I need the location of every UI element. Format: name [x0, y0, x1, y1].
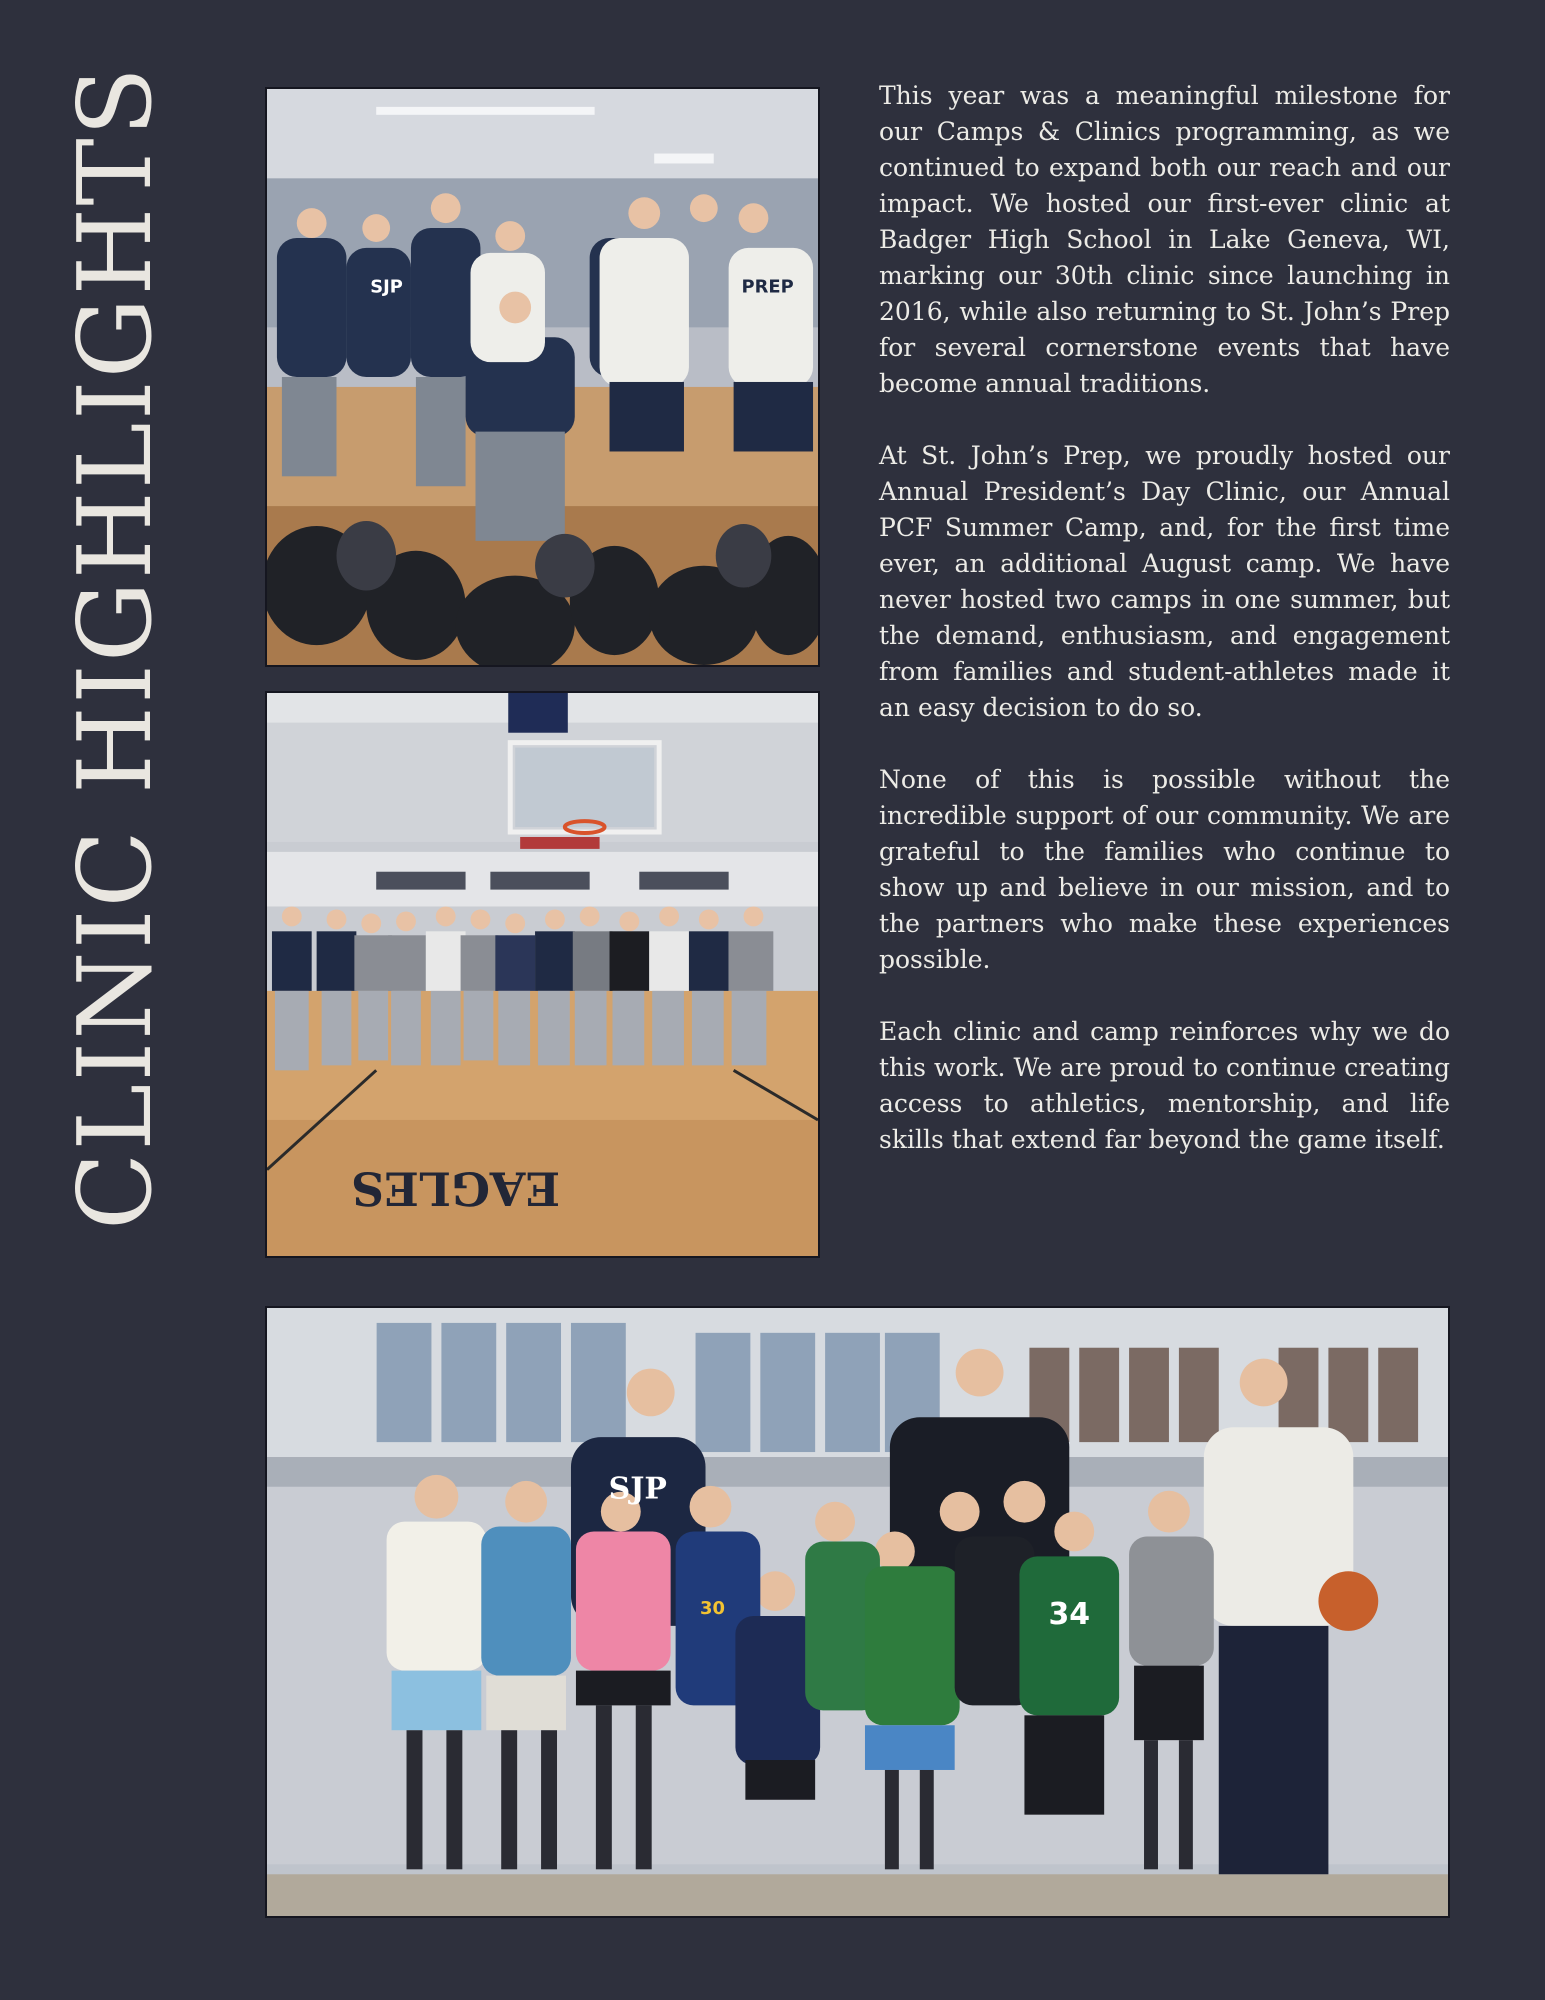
photo-3-jersey-a: 34 [1048, 1596, 1091, 1632]
paragraph-milestone: This year was a meaningful milestone for our Camps & Clinics programming, as we continued to expand both our reach and our impact. We hosted our first-ever clinic at Badger High School in Lake Geneva, WI, marking our 30th clinic since launching in 2016, while also returning to St. John’s Prep for several cornerstone events that have become annual traditions. [879, 81, 1450, 398]
photo-group-court-image [267, 693, 818, 1256]
body-text [879, 78, 1450, 1158]
camp-photo-kids-group [265, 1306, 1450, 1918]
photo-3-shirt-text: SJP [608, 1471, 667, 1507]
page-title: CLINIC HIGHLIGHTS [55, 65, 174, 1230]
photo-1-jersey-a: SJP [370, 276, 403, 298]
photo-3-jersey-b: 30 [700, 1598, 725, 1619]
photo-kids-group-image [267, 1308, 1448, 1916]
photo-2-floor-text: EAGLES [351, 1161, 561, 1216]
paragraph-community: None of this is possible without the incredible support of our community. We are grateful to the families who continue to show up and believe in our mission, and to the partners who make these experiences possible. [879, 765, 1450, 974]
clinic-photo-group-court [265, 691, 820, 1258]
paragraph-mission: Each clinic and camp reinforces why we do this work. We are proud to continue creating access to athletics, mentorship, and life skills that extend far beyond the game itself. [879, 1017, 1450, 1154]
photo-1-jersey-b: PREP [741, 276, 794, 298]
page-title-container [55, 65, 174, 1230]
clinic-photo-coach-demo [265, 87, 820, 667]
paragraph-st-johns-prep: At St. John’s Prep, we proudly hosted our Annual President’s Day Clinic, our Annual PCF Summer Camp, and, for the first time ever, an additional August camp. We have never hosted two camps in one summer, but the demand, enthusiasm, and engagement from families and student-athletes made it an easy decision to do so. [879, 441, 1450, 722]
photo-coach-demo-image [267, 89, 818, 665]
